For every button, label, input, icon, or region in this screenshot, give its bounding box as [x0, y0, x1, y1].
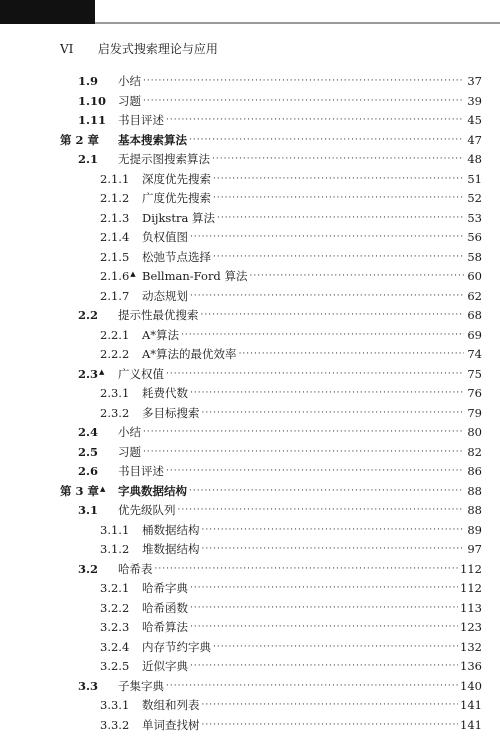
toc-title: 小结 — [118, 74, 141, 88]
toc-page-number: 140 — [460, 678, 482, 693]
toc-number: 2.4 — [78, 425, 99, 439]
toc-number: 3.2.5 — [100, 659, 130, 673]
toc-number: 1.11 — [78, 113, 107, 127]
toc-page-number: 136 — [460, 659, 482, 673]
toc-title: 耗费代数 — [142, 386, 188, 400]
toc-number: 3.3.2 — [100, 717, 130, 732]
toc-page-number: 51 — [467, 171, 482, 186]
toc-page-number: 58 — [467, 249, 482, 264]
toc-number: 2.3.2 — [100, 405, 130, 420]
toc-title: 哈希字典 — [142, 581, 188, 595]
toc-title: Dijkstra 算法 — [142, 210, 215, 225]
toc-entry[interactable] — [100, 714, 482, 736]
toc-title: Bellman-Ford 算法 — [142, 269, 248, 283]
toc-page-number: 52 — [467, 191, 482, 205]
toc-page-number: 45 — [467, 113, 482, 127]
toc-title: 哈希表 — [118, 561, 153, 576]
toc-page-number: 86 — [467, 464, 482, 478]
toc-title: 桶数据结构 — [142, 522, 200, 537]
book-title: 启发式搜索理论与应用 — [97, 42, 218, 56]
toc-page-number: 132 — [460, 639, 482, 654]
toc-title: 小结 — [118, 425, 141, 439]
toc-title: 数组和列表 — [142, 698, 200, 712]
toc-title: 字典数据结构 — [118, 483, 187, 498]
toc-title: 子集字典 — [118, 678, 164, 693]
toc-title: 书目评述 — [118, 113, 164, 127]
toc-title: 单词查找树 — [142, 717, 200, 732]
toc-number: 1.9 — [78, 74, 99, 88]
toc-title: 动态规划 — [142, 288, 188, 303]
toc-page-number: 97 — [467, 542, 482, 556]
toc-number: 3.1.1 — [100, 522, 130, 537]
toc-number: 2.2.2 — [100, 347, 130, 361]
toc-number: 3.3 — [78, 678, 99, 693]
toc-page-number: 123 — [460, 620, 482, 634]
advanced-marker-icon: ▲ — [99, 366, 105, 376]
toc-title: A*算法的最优效率 — [142, 347, 237, 361]
running-head — [60, 40, 218, 57]
toc-number: 2.1.1 — [100, 171, 130, 186]
toc-title: 广度优先搜索 — [142, 191, 211, 205]
toc-title: 深度优先搜索 — [142, 171, 211, 186]
toc-number: 3.2.3 — [100, 620, 130, 634]
toc-title: 堆数据结构 — [142, 542, 200, 556]
advanced-marker-icon: ▲ — [130, 270, 136, 278]
toc-title: 负权值图 — [142, 230, 188, 244]
toc-page-number: 48 — [467, 152, 482, 166]
toc-title: 书目评述 — [118, 464, 164, 478]
toc-page-number: 62 — [467, 288, 482, 303]
toc-page-number: 113 — [460, 600, 482, 615]
toc-page-number: 53 — [467, 210, 482, 225]
toc-number: 3.2.1 — [100, 581, 130, 595]
toc-page-number: 79 — [467, 405, 482, 420]
toc-number: 1.10 — [78, 93, 107, 108]
toc-number: 2.2 — [78, 308, 99, 322]
toc-title: 提示性最优搜索 — [118, 308, 199, 322]
toc-title: 无提示图搜索算法 — [118, 152, 210, 166]
advanced-marker-icon: ▲ — [100, 483, 106, 493]
dot-leader — [202, 714, 459, 736]
toc-number: 2.1.5 — [100, 249, 130, 264]
toc-number: 3.2.2 — [100, 600, 130, 615]
toc-number: 2.1.6▲ — [100, 269, 136, 283]
toc-number: 3.2 — [78, 561, 99, 576]
toc-number: 2.1 — [78, 152, 99, 166]
toc-page-number: 89 — [467, 522, 482, 537]
toc-number: 2.3▲ — [78, 366, 105, 381]
toc-page-number: 141 — [460, 717, 482, 732]
toc-title: 哈希算法 — [142, 620, 188, 634]
toc-page-number: 69 — [467, 327, 482, 342]
toc-page-number: 56 — [467, 230, 482, 244]
toc-title: 多目标搜索 — [142, 405, 200, 420]
toc-number: 第 2 章 — [60, 132, 100, 147]
toc-page-number: 37 — [467, 74, 482, 88]
toc-title: 内存节约字典 — [142, 639, 211, 654]
header-bar — [0, 0, 95, 24]
toc-page-number: 80 — [467, 425, 482, 439]
toc-title: 基本搜索算法 — [118, 132, 187, 147]
toc-title: 习题 — [118, 93, 141, 108]
toc-number: 2.1.2 — [100, 191, 130, 205]
header-rule — [95, 22, 500, 24]
toc-page-number: 75 — [467, 366, 482, 381]
toc-page-number: 47 — [467, 132, 482, 147]
toc-title: 优先级队列 — [118, 503, 176, 517]
toc-number: 3.1 — [78, 503, 99, 517]
toc-number: 2.1.4 — [100, 230, 130, 244]
toc-title: A*算法 — [142, 327, 180, 342]
toc-title: 近似字典 — [142, 659, 188, 673]
toc-number: 第 3 章▲ — [60, 483, 106, 498]
toc-number: 3.1.2 — [100, 542, 130, 556]
toc-number: 2.1.7 — [100, 288, 130, 303]
toc-number: 2.2.1 — [100, 327, 130, 342]
toc-page-number: 68 — [467, 308, 482, 322]
toc-page-number: 76 — [467, 386, 482, 400]
toc-number: 2.3.1 — [100, 386, 130, 400]
toc-page-number: 88 — [467, 483, 482, 498]
toc-page-number: 82 — [467, 444, 482, 459]
toc-page-number: 112 — [460, 561, 482, 576]
page-number: VI — [60, 42, 74, 56]
toc-page-number: 112 — [460, 581, 482, 595]
toc-title: 广义权值 — [118, 366, 164, 381]
toc-page-number: 141 — [460, 698, 482, 712]
toc-page-number: 39 — [467, 93, 482, 108]
toc-page-number: 60 — [467, 269, 482, 283]
toc-number: 3.3.1 — [100, 698, 130, 712]
toc-number: 2.1.3 — [100, 210, 130, 225]
toc-number: 2.5 — [78, 444, 99, 459]
toc-number: 2.6 — [78, 464, 99, 478]
toc-title: 哈希函数 — [142, 600, 188, 615]
toc-page-number: 88 — [467, 503, 482, 517]
toc-title: 松弛节点选择 — [142, 249, 211, 264]
toc-number: 3.2.4 — [100, 639, 130, 654]
toc-title: 习题 — [118, 444, 141, 459]
toc-page-number: 74 — [467, 347, 482, 361]
